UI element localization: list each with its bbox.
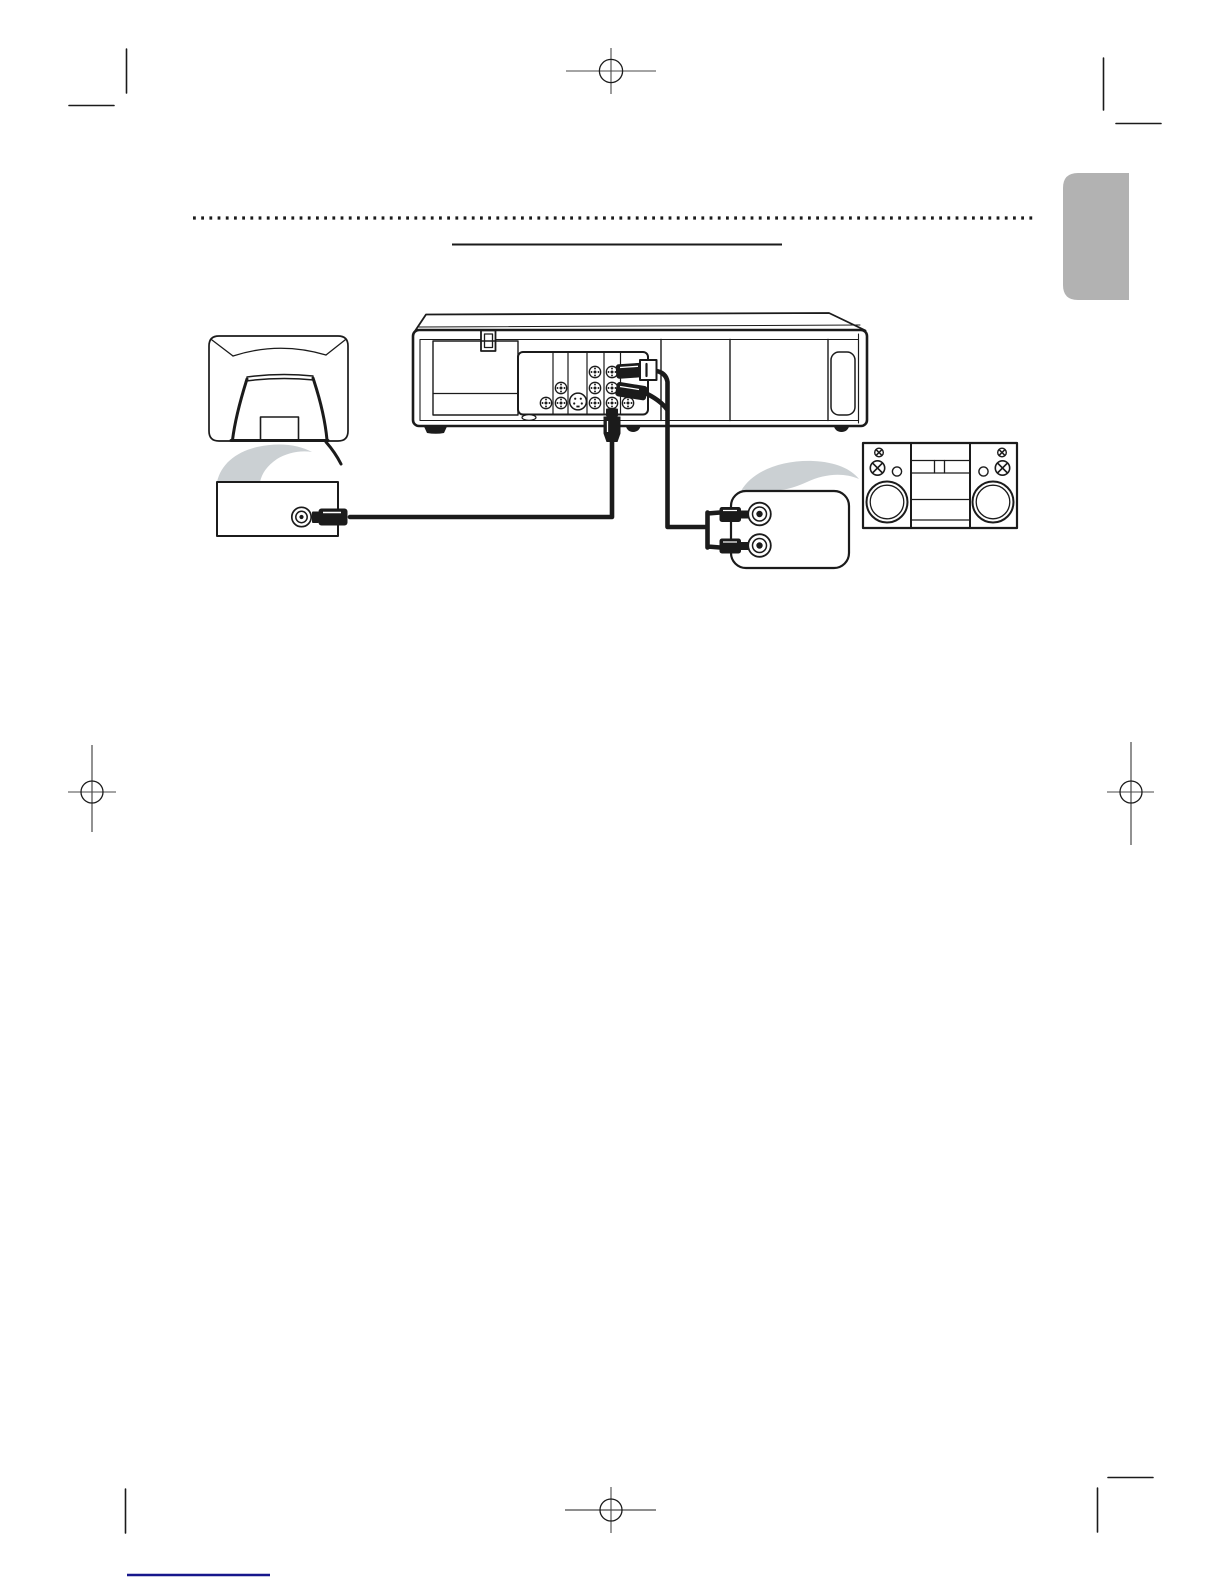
tv-connector-recess xyxy=(261,417,299,441)
section-tab xyxy=(1063,173,1129,300)
rf-plug-at-vcr xyxy=(604,409,621,443)
crosshair-middle-left xyxy=(68,745,116,832)
rf-cable xyxy=(350,442,612,517)
cable-clamp xyxy=(640,360,657,380)
crosshair-top-center xyxy=(566,48,656,94)
zoom-swoosh-tv xyxy=(217,445,312,482)
crosshair-middle-right xyxy=(1107,742,1154,845)
s-video-jack xyxy=(570,393,587,410)
stereo-input-callout xyxy=(720,491,850,568)
audio-input-jack-left xyxy=(748,503,771,526)
registration-marks xyxy=(68,48,1161,1575)
tv-power-cord xyxy=(326,442,341,464)
crosshair-bottom-center xyxy=(565,1487,656,1533)
stereo-system-illustration xyxy=(863,443,1017,528)
zoom-swoosh-stereo xyxy=(741,461,859,491)
audio-input-jack-right xyxy=(748,534,771,557)
screw-hole xyxy=(522,415,536,421)
coax-antenna-connector xyxy=(292,507,311,526)
tv-antenna-callout xyxy=(217,482,348,536)
